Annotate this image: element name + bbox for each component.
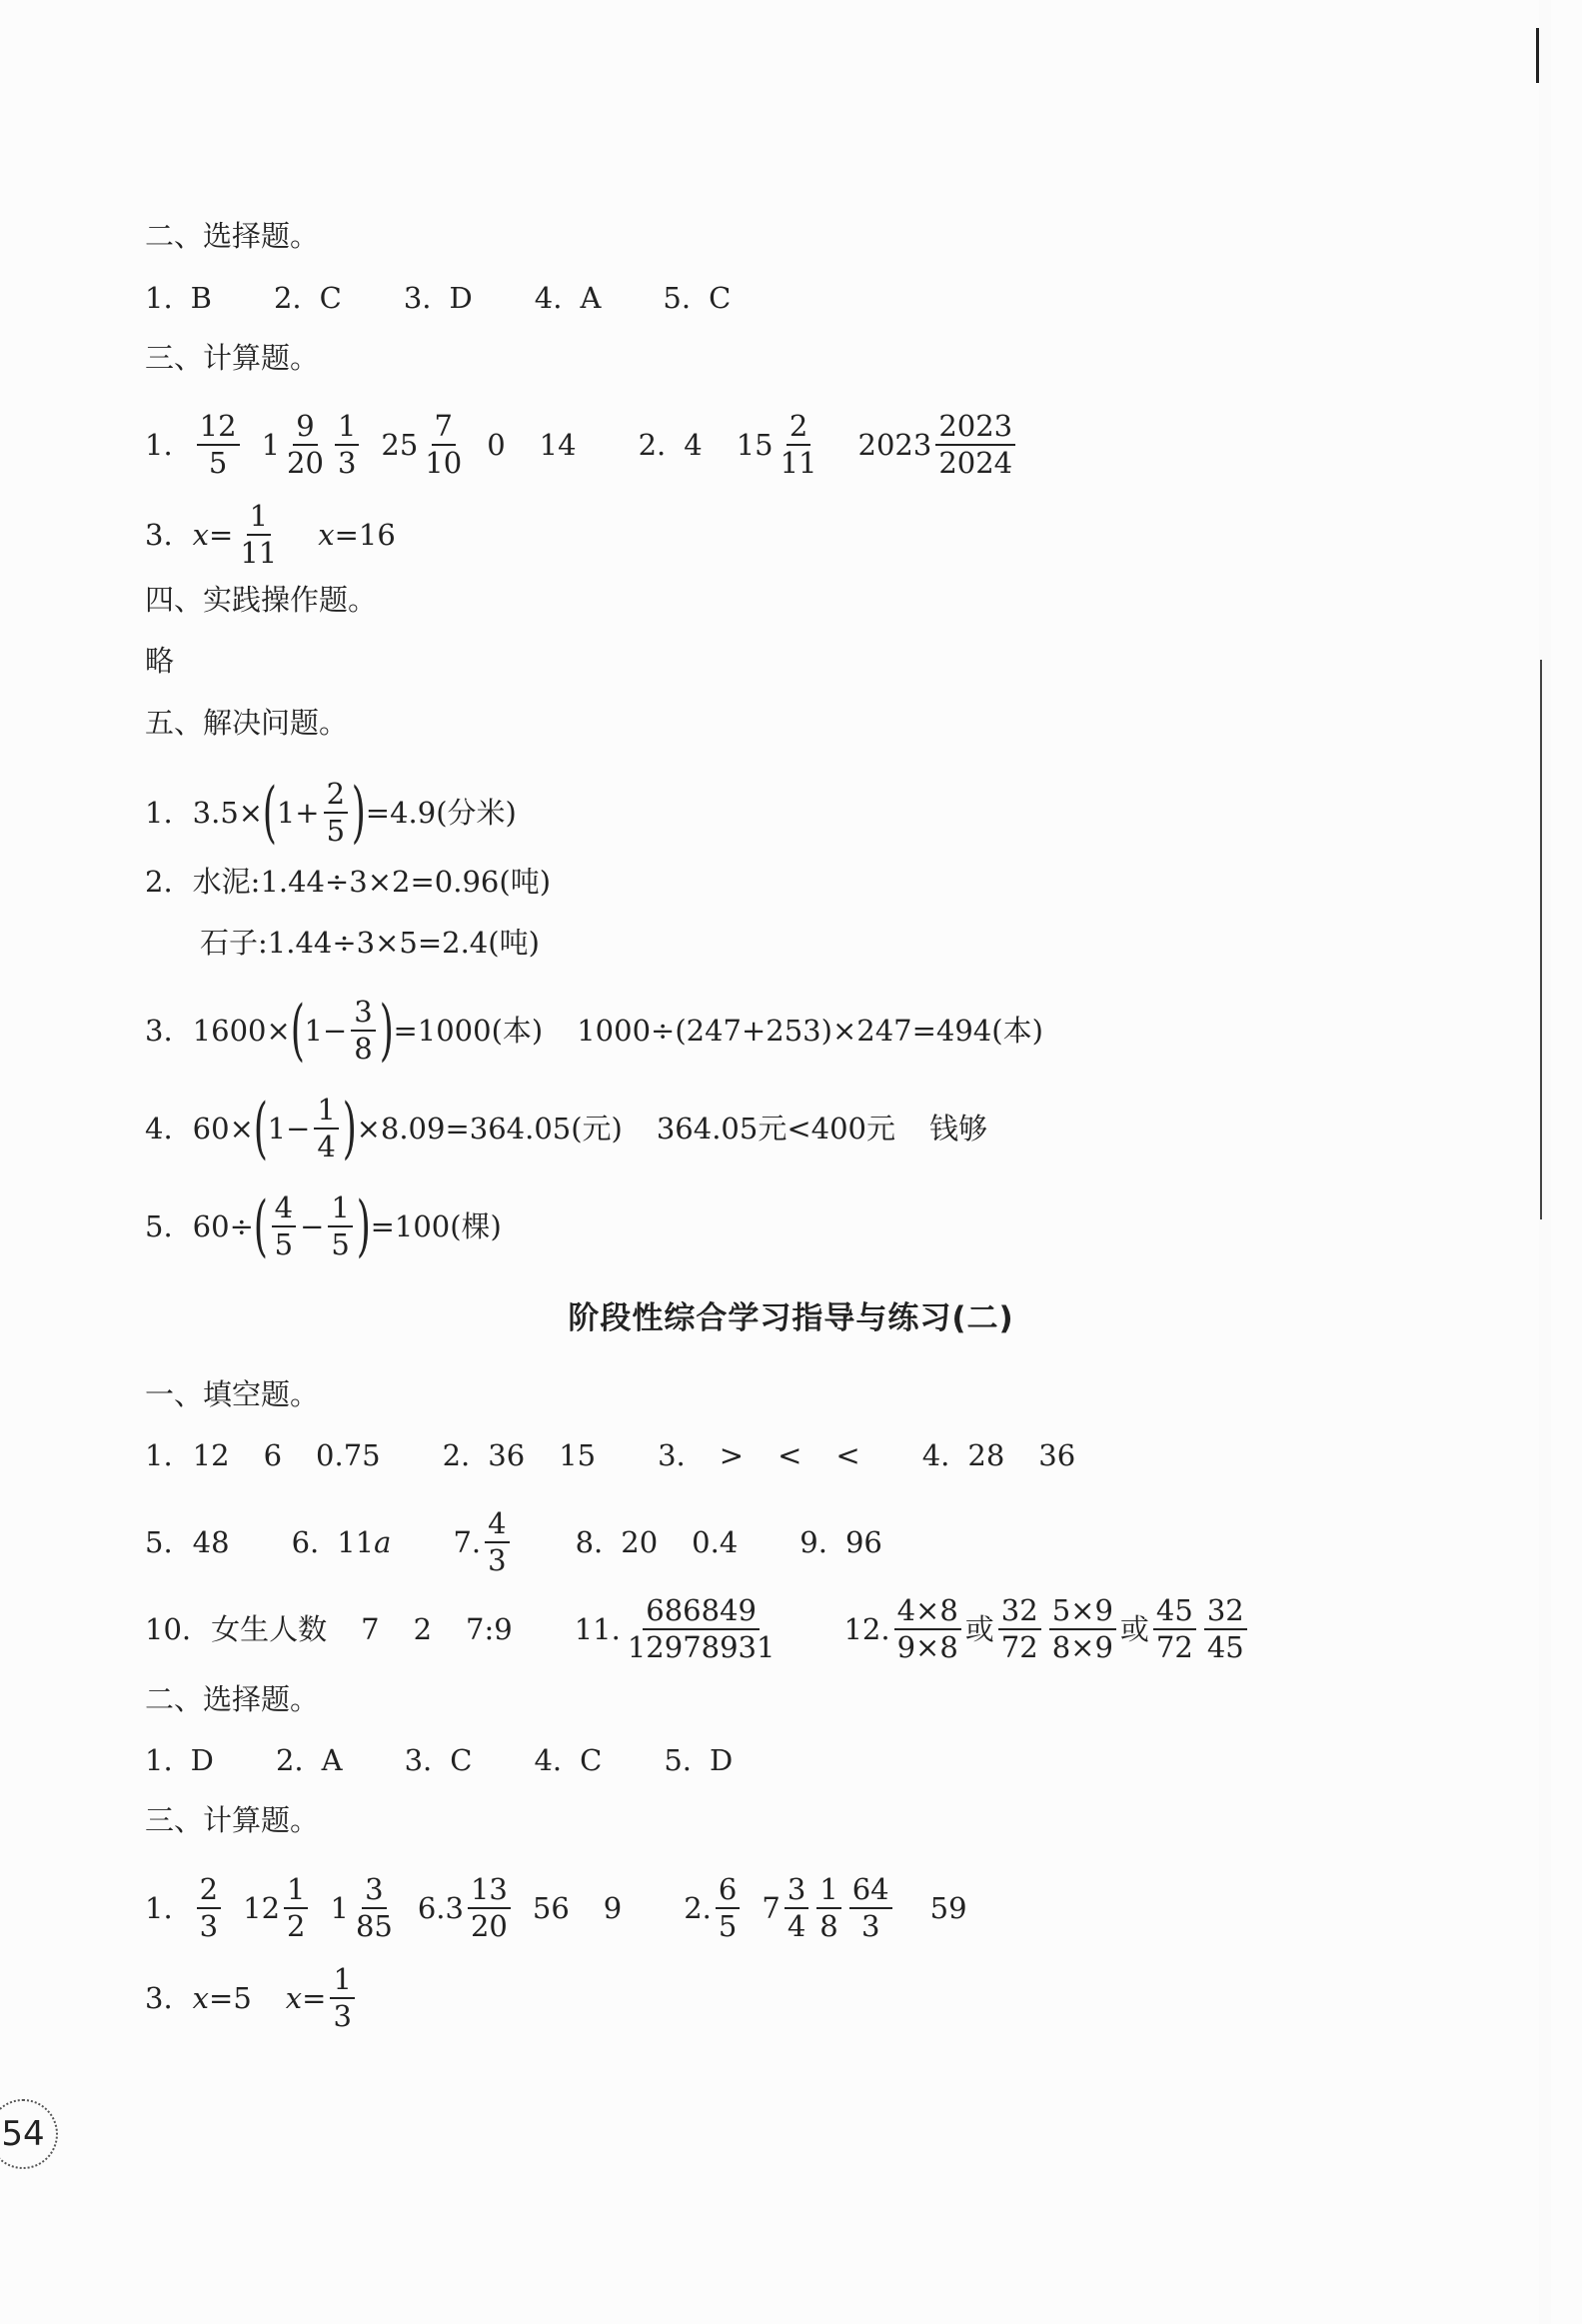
text-fragment: 石子:1.44÷3×5=2.4(吨) — [200, 926, 540, 960]
fraction — [1049, 1593, 1116, 1664]
fraction — [1204, 1593, 1247, 1664]
text-fragment: 2. — [442, 1438, 471, 1472]
fraction — [284, 409, 327, 480]
text-fragment: 1. — [145, 796, 173, 830]
text-fragment: ( — [253, 1187, 268, 1264]
text-fragment: 1000÷(247+253)×247=494(本) — [577, 1014, 1043, 1048]
heading-problems — [145, 703, 348, 743]
text-fragment: =100(棵) — [370, 1209, 502, 1243]
text-fragment: 3 — [860, 1909, 880, 1943]
fraction — [335, 409, 359, 480]
text-fragment: ) — [379, 992, 394, 1069]
fraction — [785, 1872, 808, 1943]
fraction — [330, 1962, 354, 2033]
text-fragment: 1. — [145, 1743, 173, 1777]
text-fragment: ) — [356, 1187, 371, 1264]
fraction — [197, 409, 240, 480]
text-fragment: 12978931 — [627, 1630, 776, 1664]
text-fragment: 二、选择题。 — [145, 219, 320, 253]
text-fragment: =5 — [209, 1981, 252, 2015]
text-fragment: 2. — [684, 1891, 712, 1925]
practice-answer — [145, 641, 174, 681]
calc-3-answers-2 — [145, 1962, 359, 2033]
calc-answers-2 — [145, 1872, 967, 1943]
text-fragment: 85 — [355, 1909, 393, 1943]
text-fragment: 五、解决问题。 — [145, 706, 349, 740]
text-fragment: 12. — [843, 1612, 890, 1646]
fill-row-1 — [145, 1435, 1075, 1475]
text-fragment: 10 — [425, 446, 463, 480]
text-fragment: 3. — [403, 281, 432, 315]
text-fragment: 12 — [192, 1438, 230, 1472]
text-fragment: 9 — [603, 1891, 623, 1925]
text-fragment: 8 — [819, 1909, 838, 1943]
text-fragment: 2023 — [935, 412, 1015, 446]
text-fragment: x — [318, 518, 335, 552]
text-fragment: 1. — [145, 1438, 173, 1472]
text-fragment: 1. — [145, 281, 173, 315]
text-fragment: 水泥:1.44÷3×2=0.96(吨) — [192, 865, 552, 899]
problem-3 — [145, 992, 1043, 1069]
text-fragment: ) — [342, 1090, 357, 1166]
text-fragment: 1− — [267, 1112, 311, 1146]
text-fragment: A — [580, 281, 602, 315]
text-fragment: 45 — [1153, 1596, 1196, 1630]
text-fragment: 15 — [559, 1438, 597, 1472]
text-fragment: 2 — [787, 412, 810, 446]
text-fragment: =4.9(分米) — [365, 796, 517, 830]
fraction — [328, 1190, 352, 1261]
text-fragment: 3.5× — [192, 796, 264, 830]
text-fragment: 3 — [199, 1909, 219, 1943]
text-fragment: 364.05元<400元 — [656, 1112, 895, 1146]
text-fragment: 20 — [470, 1909, 508, 1943]
text-fragment: 45 — [1206, 1630, 1244, 1664]
text-fragment: 7 — [762, 1891, 781, 1925]
text-fragment: 14 — [539, 428, 577, 462]
text-fragment: 3. — [404, 1743, 433, 1777]
text-fragment: B — [190, 281, 212, 315]
text-fragment: 5×9 — [1049, 1596, 1116, 1630]
fraction — [716, 1872, 740, 1943]
text-fragment: 2 — [197, 1875, 221, 1909]
text-fragment: 1 — [284, 1875, 308, 1909]
text-fragment: < — [778, 1438, 802, 1472]
text-fragment: 3 — [785, 1875, 808, 1909]
text-fragment: 4. — [534, 281, 563, 315]
text-fragment: 72 — [1155, 1630, 1193, 1664]
heading-practice — [145, 580, 377, 620]
text-fragment: 略 — [145, 644, 175, 678]
text-fragment: 686849 — [643, 1596, 760, 1630]
text-fragment: A — [321, 1743, 343, 1777]
text-fragment: 三、计算题。 — [145, 341, 320, 375]
text-fragment: 64 — [849, 1875, 892, 1909]
text-fragment: 3 — [337, 446, 357, 480]
text-fragment: 5. — [145, 1209, 173, 1243]
text-fragment: 36 — [488, 1438, 526, 1472]
text-fragment: 13 — [468, 1875, 511, 1909]
text-fragment: 5 — [326, 814, 346, 848]
text-fragment: 5. — [664, 1743, 692, 1777]
fraction — [272, 1190, 296, 1261]
fraction — [998, 1593, 1041, 1664]
fraction — [324, 777, 348, 848]
calc-3-answers-1 — [145, 499, 396, 570]
text-fragment: > — [719, 1438, 745, 1472]
text-fragment: 1 — [247, 502, 271, 536]
text-fragment: 10. — [145, 1612, 192, 1646]
text-fragment: D — [449, 281, 473, 315]
text-fragment: 9. — [799, 1525, 827, 1559]
text-fragment: = — [302, 1981, 327, 2015]
fraction — [1153, 1593, 1196, 1664]
text-fragment: 4. — [921, 1438, 950, 1472]
text-fragment: 6 — [716, 1875, 740, 1909]
text-fragment: 5 — [208, 446, 228, 480]
text-fragment: a — [374, 1525, 392, 1559]
text-fragment: 1 — [330, 1891, 349, 1925]
text-fragment: 8. — [575, 1525, 604, 1559]
text-fragment: 女生人数 — [211, 1612, 328, 1646]
text-fragment: 一、填空题。 — [145, 1377, 320, 1411]
text-fragment: 56 — [532, 1891, 570, 1925]
text-fragment: 钱够 — [928, 1112, 987, 1146]
text-fragment: 2024 — [938, 446, 1013, 480]
text-fragment: 1+ — [276, 796, 320, 830]
text-fragment: C — [709, 281, 732, 315]
problem-2-line-2 — [200, 923, 540, 963]
text-fragment: C — [319, 281, 342, 315]
text-fragment: C — [450, 1743, 473, 1777]
text-fragment: 32 — [1204, 1596, 1247, 1630]
choice-answers-1 — [145, 278, 731, 318]
text-fragment: 60÷ — [192, 1209, 254, 1243]
text-fragment: ) — [351, 774, 367, 851]
text-fragment: 8 — [354, 1032, 373, 1066]
fraction — [468, 1872, 511, 1943]
text-fragment: 36 — [1038, 1438, 1076, 1472]
text-fragment: ×8.09=364.05(元) — [356, 1112, 623, 1146]
text-fragment: =1000(本) — [393, 1014, 544, 1048]
text-fragment: C — [580, 1743, 603, 1777]
text-fragment: 4 — [317, 1130, 336, 1163]
text-fragment: 7. — [453, 1525, 482, 1559]
text-fragment: ( — [290, 992, 305, 1069]
calc-answers-1 — [145, 409, 1019, 480]
text-fragment: 32 — [998, 1596, 1041, 1630]
text-fragment: 4. — [145, 1112, 173, 1146]
text-fragment: ( — [262, 774, 278, 851]
text-fragment: 3 — [333, 1999, 352, 2033]
text-fragment: x — [192, 518, 210, 552]
text-fragment: 5. — [663, 281, 692, 315]
text-fragment: 20 — [621, 1525, 659, 1559]
text-fragment: 48 — [192, 1525, 230, 1559]
text-fragment: x — [192, 1981, 210, 2015]
text-fragment: 96 — [844, 1525, 882, 1559]
text-fragment: 2023 — [857, 428, 932, 462]
fraction — [485, 1506, 509, 1577]
text-fragment: = — [209, 518, 234, 552]
text-fragment: 四、实践操作题。 — [145, 583, 378, 617]
edge-mark — [1536, 28, 1539, 83]
fill-row-2 — [145, 1506, 882, 1577]
text-fragment: 60× — [192, 1112, 254, 1146]
heading-fill-2 — [145, 1374, 319, 1414]
fraction — [778, 409, 820, 480]
text-fragment: 二、选择题。 — [145, 1682, 320, 1716]
section-title: 阶段性综合学习指导与练习(二) — [568, 1300, 1014, 1336]
text-fragment: 1600× — [192, 1014, 291, 1048]
fraction — [197, 1872, 221, 1943]
text-fragment: 11 — [780, 446, 817, 480]
text-fragment: 5 — [274, 1227, 294, 1261]
fraction — [314, 1093, 338, 1163]
text-fragment: 1 — [314, 1096, 338, 1130]
text-fragment: D — [190, 1743, 214, 1777]
problem-4 — [145, 1090, 987, 1166]
text-fragment: 15 — [736, 428, 774, 462]
problem-1 — [145, 774, 517, 851]
text-fragment: 1− — [304, 1014, 348, 1048]
page-number: 54 — [0, 2099, 58, 2169]
text-fragment: 28 — [967, 1438, 1005, 1472]
edge-mark — [1540, 660, 1542, 1219]
text-fragment: 5. — [145, 1525, 173, 1559]
text-fragment: 1. — [145, 428, 173, 462]
text-fragment: 1 — [261, 428, 281, 462]
fill-row-3 — [145, 1593, 1251, 1664]
fraction — [935, 409, 1015, 480]
heading-choice-1 — [145, 216, 319, 256]
text-fragment: 或 — [1119, 1612, 1149, 1646]
fraction — [625, 1593, 779, 1664]
fraction — [351, 995, 375, 1066]
text-fragment: 3. — [145, 1981, 173, 2015]
text-fragment: 6.3 — [417, 1891, 464, 1925]
problem-5 — [145, 1187, 502, 1264]
text-fragment: 9×8 — [896, 1630, 958, 1664]
text-fragment: 2 — [324, 780, 348, 814]
text-fragment: 2. — [638, 428, 667, 462]
text-fragment: 三、计算题。 — [145, 1803, 320, 1837]
text-fragment: 6 — [263, 1438, 283, 1472]
fraction — [894, 1593, 961, 1664]
text-fragment: 0 — [487, 428, 506, 462]
text-fragment: 3 — [488, 1543, 507, 1577]
text-fragment: 7 — [361, 1612, 380, 1646]
fraction — [237, 499, 280, 570]
text-fragment: 1. — [145, 1891, 173, 1925]
text-fragment: 8×9 — [1051, 1630, 1113, 1664]
text-fragment: 3 — [351, 998, 375, 1032]
text-fragment: 12 — [243, 1891, 281, 1925]
heading-choice-2 — [145, 1679, 319, 1719]
fraction — [849, 1872, 892, 1943]
choice-answers-2 — [145, 1740, 733, 1780]
text-fragment: 3. — [658, 1438, 686, 1472]
text-fragment: =16 — [334, 518, 396, 552]
text-fragment: 4 — [684, 428, 703, 462]
text-fragment: 3. — [145, 518, 173, 552]
text-fragment: 4 — [485, 1509, 509, 1543]
text-fragment: − — [300, 1209, 325, 1243]
heading-calc-1 — [145, 338, 319, 378]
text-fragment: 5 — [331, 1227, 350, 1261]
text-fragment: 或 — [964, 1612, 994, 1646]
text-fragment: 0.4 — [692, 1525, 739, 1559]
text-fragment: < — [835, 1438, 860, 1472]
text-fragment: 2 — [413, 1612, 433, 1646]
text-fragment: 1 — [335, 412, 359, 446]
text-fragment: 11 — [240, 536, 278, 570]
text-fragment: 2 — [287, 1909, 306, 1943]
text-fragment: 2. — [145, 865, 173, 899]
text-fragment: 25 — [381, 428, 419, 462]
text-fragment: 1 — [816, 1875, 840, 1909]
text-fragment: 12 — [197, 412, 240, 446]
text-fragment: x — [285, 1981, 303, 2015]
fraction — [422, 409, 465, 480]
text-fragment: 11. — [574, 1612, 621, 1646]
heading-calc-2 — [145, 1800, 319, 1840]
fraction — [284, 1872, 308, 1943]
text-fragment: 4 — [787, 1909, 806, 1943]
text-fragment: 7 — [432, 412, 456, 446]
text-fragment: 2. — [273, 281, 302, 315]
text-fragment: 0.75 — [316, 1438, 381, 1472]
text-fragment: 3. — [145, 1014, 173, 1048]
problem-2-line-1 — [145, 862, 551, 902]
text-fragment: 20 — [287, 446, 324, 480]
fraction — [353, 1872, 396, 1943]
text-fragment: 59 — [929, 1891, 967, 1925]
text-fragment: 3 — [362, 1875, 386, 1909]
text-fragment: 9 — [293, 412, 317, 446]
text-fragment: 4. — [534, 1743, 563, 1777]
text-fragment: 5 — [718, 1909, 738, 1943]
text-fragment: 1 — [328, 1193, 352, 1227]
text-fragment: 7:9 — [466, 1612, 513, 1646]
text-fragment: 11 — [337, 1525, 375, 1559]
fraction — [816, 1872, 840, 1943]
text-fragment: 4×8 — [894, 1596, 961, 1630]
text-fragment: 72 — [1000, 1630, 1038, 1664]
text-fragment: 1 — [330, 1965, 354, 1999]
text-fragment: ( — [253, 1090, 268, 1166]
text-fragment: 2. — [275, 1743, 304, 1777]
text-fragment: 6. — [291, 1525, 320, 1559]
text-fragment: D — [709, 1743, 734, 1777]
text-fragment: 4 — [272, 1193, 296, 1227]
